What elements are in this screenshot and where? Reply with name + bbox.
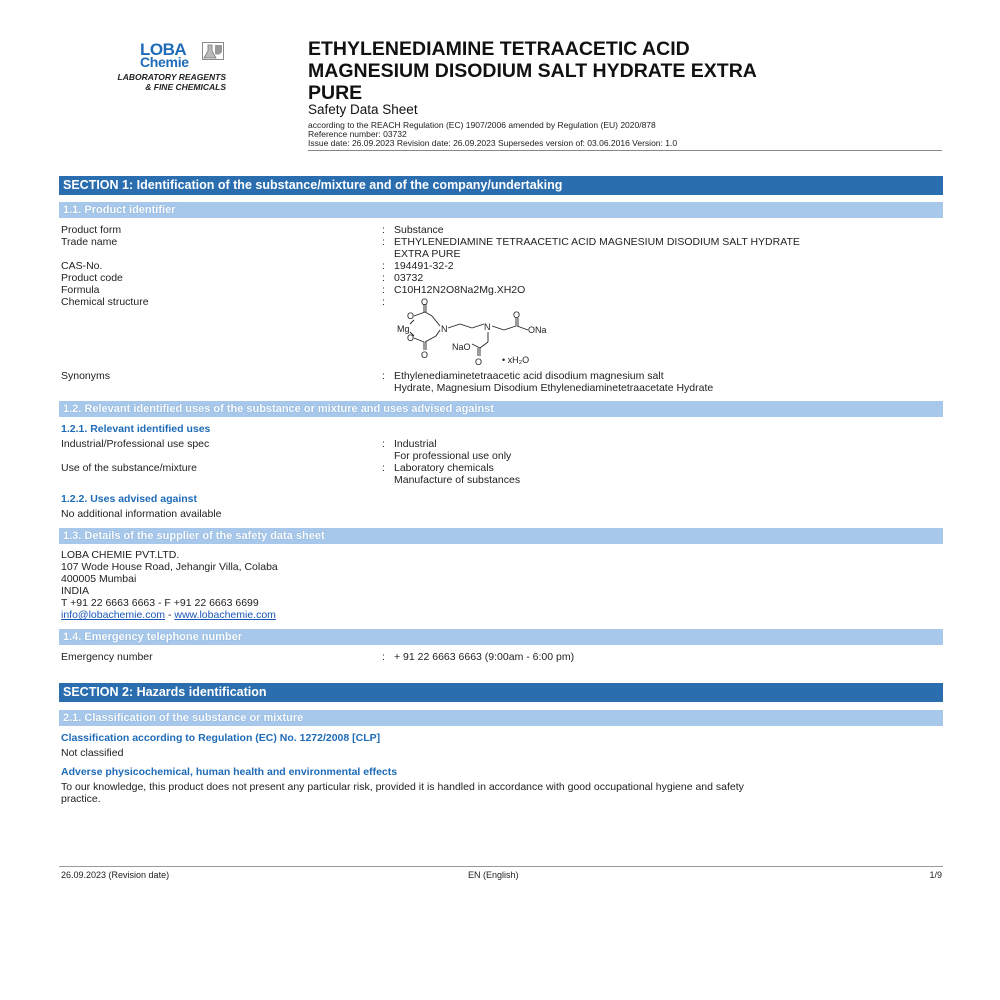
atom-label: NaO (452, 342, 471, 352)
row-value: Laboratory chemicals (394, 462, 494, 474)
synonyms-value-cont: Hydrate, Magnesium Disodium Ethylenediaminetetraacetate Hydrate (394, 382, 714, 394)
section-2-header: SECTION 2: Hazards identification (59, 683, 943, 702)
supplier-line: INDIA (61, 585, 90, 597)
atom-label: O (421, 297, 429, 307)
atom-label: O (407, 333, 415, 343)
footer-language: EN (English) (468, 870, 519, 880)
cas-number: 194491-32-2 (394, 260, 454, 272)
row-label: Product form (61, 224, 122, 236)
row-colon: : (382, 224, 385, 236)
atom-label: ONa (528, 325, 547, 335)
row-colon: : (382, 296, 385, 308)
classification-text: Not classified (61, 747, 124, 759)
atom-label: Mg (397, 324, 410, 334)
row-label: Formula (61, 284, 100, 296)
row-label: Chemical structure (61, 296, 149, 308)
subsection-1-1-header: 1.1. Product identifier (59, 202, 943, 218)
atom-label: O (407, 311, 415, 321)
row-value: Industrial (394, 438, 437, 450)
subsection-2-1-header: 2.1. Classification of the substance or mixture (59, 710, 943, 726)
subsection-1-4-header: 1.4. Emergency telephone number (59, 629, 943, 645)
emergency-number: + 91 22 6663 6663 (9:00am - 6:00 pm) (394, 651, 575, 663)
row-colon: : (382, 438, 385, 450)
loba-chemie-logo (117, 40, 232, 100)
title-line: MAGNESIUM DISODIUM SALT HYDRATE EXTRA (308, 60, 757, 82)
footer-revision-date: 26.09.2023 (Revision date) (61, 870, 170, 880)
atom-label: N (484, 322, 491, 332)
document-subtitle: Safety Data Sheet (308, 102, 418, 117)
title-line: ETHYLENEDIAMINE TETRAACETIC ACID (308, 38, 690, 60)
row-value-cont: Manufacture of substances (394, 474, 521, 486)
row-label: Industrial/Professional use spec (61, 438, 210, 450)
row-label: Synonyms (61, 370, 111, 382)
link-separator: - (165, 609, 175, 621)
title-line: PURE (308, 82, 363, 104)
regulation-note: according to the REACH Regulation (EC) 1907/2006 amended by Regulation (EU) 2020/878 (308, 120, 656, 130)
adverse-effects-heading: Adverse physicochemical, human health and environmental effects (61, 766, 398, 778)
supplier-line: LOBA CHEMIE PVT.LTD. (61, 549, 180, 561)
row-colon: : (382, 651, 385, 663)
row-colon: : (382, 370, 385, 382)
row-colon: : (382, 260, 385, 272)
synonyms-value: Ethylenediaminetetraacetic acid disodium magnesium salt (394, 370, 664, 382)
footer-divider (59, 866, 943, 867)
classification-heading: Classification according to Regulation (EC) No. 1272/2008 [CLP] (61, 732, 381, 744)
supplier-line: 400005 Mumbai (61, 573, 137, 585)
atom-label: O (475, 357, 483, 367)
header-divider (308, 150, 942, 151)
row-value: Substance (394, 224, 444, 236)
row-label: Product code (61, 272, 123, 284)
uses-advised-against-text: No additional information available (61, 508, 222, 520)
adverse-effects-text-cont: practice. (61, 793, 101, 805)
subsection-1-2-2-heading: 1.2.2. Uses advised against (61, 493, 197, 505)
footer-page-number: 1/9 (929, 870, 942, 880)
row-label: Use of the substance/mixture (61, 462, 197, 474)
row-label: Trade name (61, 236, 118, 248)
adverse-effects-text: To our knowledge, this product does not present any particular risk, provided it is handled in accordance with good occupational hygiene and safety (61, 781, 744, 793)
supplier-phone-fax: T +91 22 6663 6663 - F +91 22 6663 6699 (61, 597, 259, 609)
row-colon: : (382, 236, 385, 248)
section-1-header: SECTION 1: Identification of the substance/mixture and of the company/undertaking (59, 176, 943, 195)
subsection-1-2-1-heading: 1.2.1. Relevant identified uses (61, 423, 211, 435)
row-label: Emergency number (61, 651, 153, 663)
atom-label: N (441, 324, 448, 334)
logo-tagline-1: LABORATORY REAGENTS (117, 72, 226, 82)
chemical-structure-image (392, 296, 572, 368)
logo-brand-bottom: Chemie (140, 54, 189, 70)
formula: C10H12N2O8Na2Mg.XH2O (394, 284, 526, 296)
row-colon: : (382, 272, 385, 284)
atom-label: O (513, 310, 521, 320)
row-value-cont: EXTRA PURE (394, 248, 461, 260)
issue-dates: Issue date: 26.09.2023 Revision date: 26.09.2023 Supersedes version of: 03.06.2016 Version: 1.0 (308, 138, 678, 148)
row-colon: : (382, 284, 385, 296)
row-value-cont: For professional use only (394, 450, 512, 462)
logo-tagline-2: & FINE CHEMICALS (145, 82, 226, 92)
row-value: ETHYLENEDIAMINE TETRAACETIC ACID MAGNESIUM DISODIUM SALT HYDRATE (394, 236, 800, 248)
website-link[interactable]: www.lobachemie.com (174, 609, 276, 621)
hydrate-label: • xH₂O (502, 355, 530, 365)
subsection-1-3-header: 1.3. Details of the supplier of the safety data sheet (59, 528, 943, 544)
row-label: CAS-No. (61, 260, 103, 272)
document-title (308, 38, 948, 104)
logo-brand-top: LOBA (140, 40, 187, 59)
supplier-contact-links (61, 609, 276, 621)
logo-flask-icon (202, 42, 224, 60)
supplier-line: 107 Wode House Road, Jehangir Villa, Colaba (61, 561, 278, 573)
product-code: 03732 (394, 272, 424, 284)
email-link[interactable]: info@lobachemie.com (61, 609, 166, 621)
row-colon: : (382, 462, 385, 474)
atom-label: O (421, 350, 429, 360)
subsection-1-2-header: 1.2. Relevant identified uses of the substance or mixture and uses advised against (59, 401, 943, 417)
reference-number: Reference number: 03732 (308, 129, 407, 139)
